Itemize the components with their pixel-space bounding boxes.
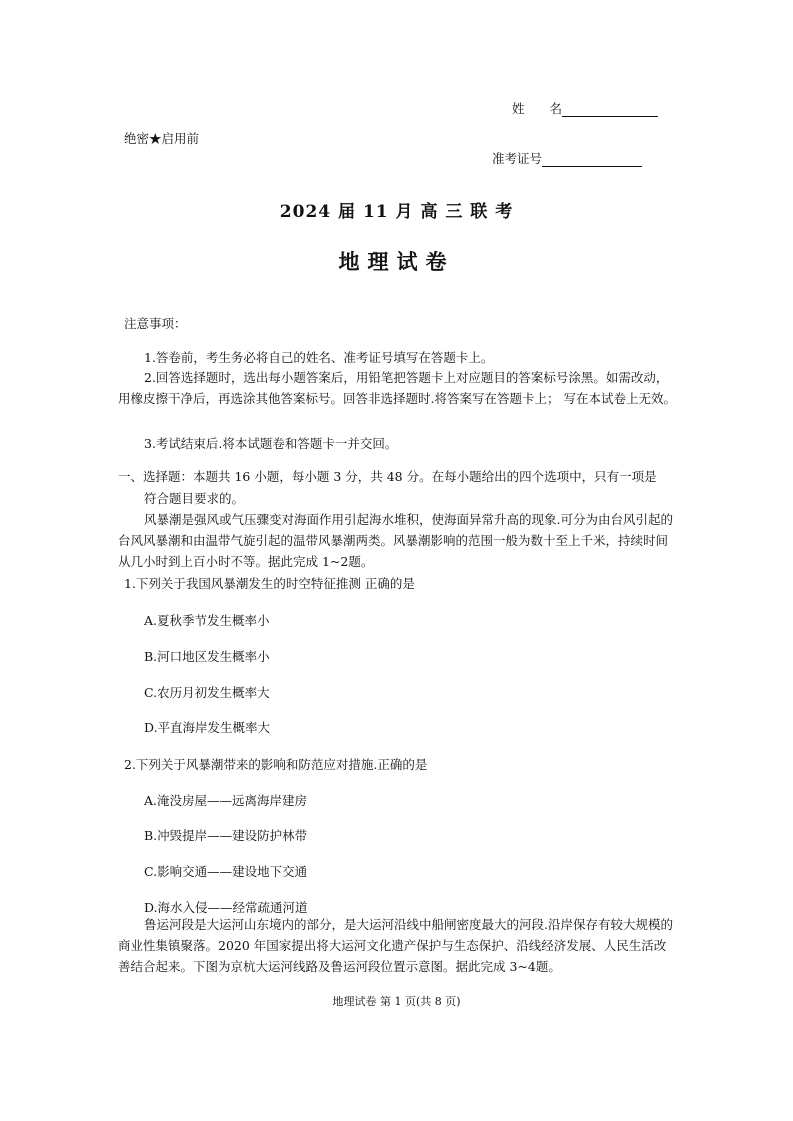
passage-grand-canal: 鲁运河段是大运河山东境内的部分，是大运河沿线中船闸密度最大的河段.沿岸保存有较大规模的商业性集镇聚落。2020 年国家提出将大运河文化遗产保护与生态保护、沿线经济发展、人民生活改善结合起来。下图为京杭大运河线路及鲁运河段位置示意图。据此完成 3~4题。 xyxy=(118,917,673,974)
notice-heading: 注意事项： xyxy=(124,316,187,331)
subject-title: 地理试卷 xyxy=(338,249,455,274)
notice-item-1: 1.答卷前，考生务必将自己的姓名、准考证号填写在答题卡上。 xyxy=(144,350,494,365)
question-1-option-c: C.农历月初发生概率大 xyxy=(144,685,270,700)
notice-item-2: 2.回答选择题时，选出每小题答案后，用铅笔把答题卡上对应题目的答案标号涂黑。如需改动，用橡皮擦干净后，再选涂其他答案标号。回答非选择题时.将答案写在答题卡上； 写在本试卷上无效。 xyxy=(118,370,676,406)
question-2-option-a: A.淹没房屋——远离海岸建房 xyxy=(144,793,308,808)
question-1-option-a: A.夏秋季节发生概率小 xyxy=(144,613,270,628)
name-blank xyxy=(562,102,658,117)
question-1-option-d: D.平直海岸发生概率大 xyxy=(144,720,271,735)
exam-title: 2024 届 11 月 高 三 联 考 xyxy=(279,202,514,222)
exam-id-field xyxy=(492,149,642,167)
name-field xyxy=(512,99,658,117)
notice-item-3: 3.考试结束后.将本试题卷和答题卡一并交回。 xyxy=(144,436,398,451)
section-1-header: 一、选择题：本题共 16 小题，每小题 3 分，共 48 分。在每小题给出的四个选项中，只有一项是 xyxy=(118,469,657,484)
question-2-option-d: D.海水入侵——经常疏通河道 xyxy=(144,900,308,915)
name-label: 姓 名 xyxy=(512,101,563,116)
exam-id-label: 准考证号 xyxy=(492,151,543,166)
question-1-stem: 1.下列关于我国风暴潮发生的时空特征推测 正确的是 xyxy=(124,576,415,591)
question-2-stem: 2.下列关于风暴潮带来的影响和防范应对措施.正确的是 xyxy=(124,757,428,772)
confidential-mark: 绝密★启用前 xyxy=(124,131,200,146)
question-2-option-c: C.影响交通——建设地下交通 xyxy=(144,864,308,879)
question-2-option-b: B.冲毁提岸——建设防护林带 xyxy=(144,828,308,843)
page-footer: 地理试卷 第 1 页(共 8 页) xyxy=(332,995,461,1008)
section-1-header-cont: 符合题目要求的。 xyxy=(144,491,245,506)
exam-id-blank xyxy=(542,152,642,167)
question-1-option-b: B.河口地区发生概率小 xyxy=(144,649,270,664)
passage-storm-surge: 风暴潮是强风或气压骤变对海面作用引起海水堆积，使海面异常升高的现象.可分为由台风引起的台风风暴潮和由温带气旋引起的温带风暴潮两类。风暴潮影响的范围一般为数十至上千米，持续时间从几小时到上百小时不等。据此完成 1~2题。 xyxy=(118,512,673,569)
